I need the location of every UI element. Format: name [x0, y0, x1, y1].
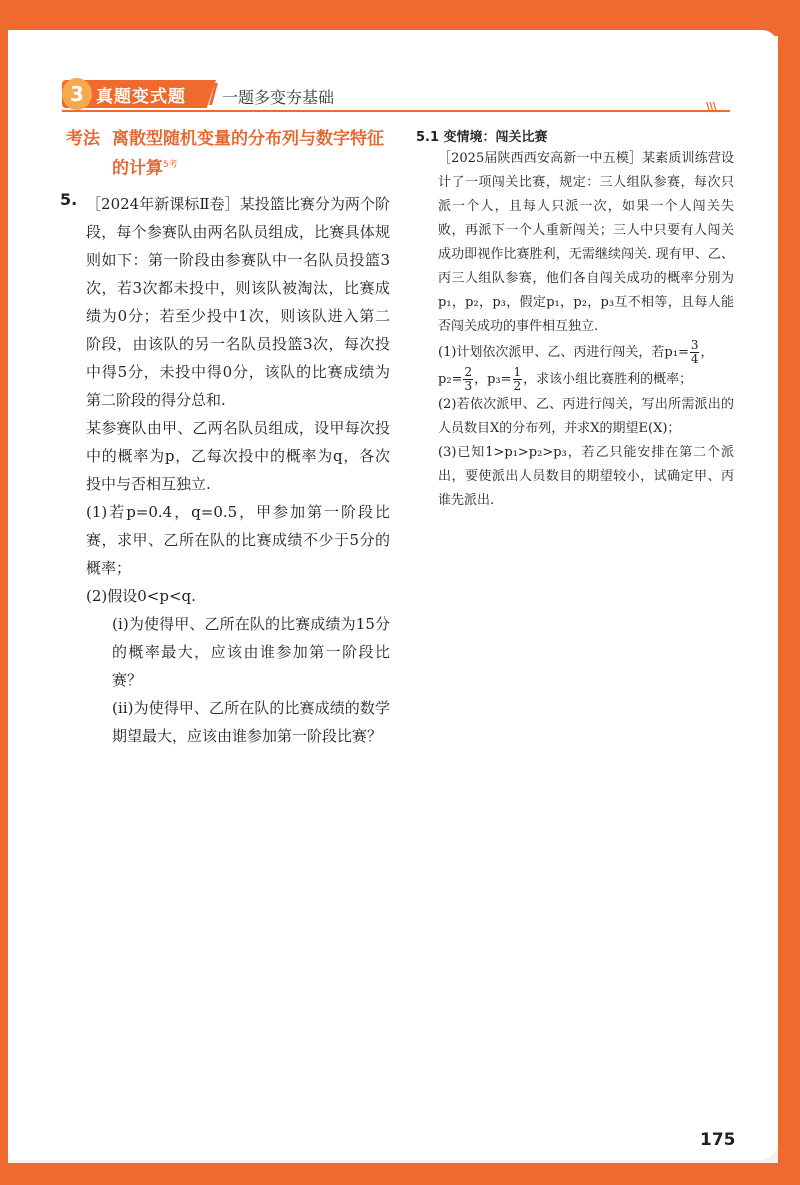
- banner-underline: [62, 110, 730, 112]
- problem-part-2-ii: (ⅱ)为使得甲、乙所在队的比赛成绩的数学期望最大，应该由谁参加第一阶段比赛？: [112, 698, 390, 745]
- left-column: [60, 126, 390, 750]
- fraction-numerator: 2: [464, 365, 473, 379]
- fraction-numerator: 3: [690, 338, 699, 352]
- problem-part-2-i: (ⅰ)为使得甲、乙所在队的比赛成绩为15分的概率最大，应该由谁参加第一阶段比赛？: [112, 614, 390, 689]
- section-badge: 3: [62, 78, 92, 110]
- topic-label: 考法: [66, 129, 100, 149]
- section-subtitle: 一题多变夯基础: [222, 88, 335, 107]
- problem-part-2: (2)假设0<p<q.: [86, 586, 196, 605]
- fraction-numerator: 1: [513, 365, 522, 379]
- variant-part-1-b: ，: [700, 345, 714, 360]
- variant-part-1-c: p₂=: [438, 372, 463, 387]
- page-frame-bottom: [0, 1163, 800, 1185]
- topic-heading: [60, 126, 390, 182]
- topic-text: [112, 126, 390, 182]
- variant-part-1-a: (1)计划依次派甲、乙、丙进行闯关，若p₁=: [438, 345, 689, 360]
- section-title: 真题变式题: [96, 87, 186, 107]
- fraction-2-3: [463, 366, 473, 393]
- fraction-denominator: 2: [513, 379, 522, 393]
- variant-title: 5.1 变情境：闯关比赛: [416, 130, 548, 145]
- problem-5: [60, 190, 390, 750]
- page-frame-right: [778, 0, 800, 1185]
- page-frame-left: [0, 0, 8, 1185]
- fraction-1-2: [513, 366, 523, 393]
- problem-setup: 某参赛队由甲、乙两名队员组成，设甲每次投中的概率为p，乙每次投中的概率为q，各次投中与否相互独立.: [86, 418, 390, 493]
- topic-count: 5考: [163, 160, 178, 170]
- problem-stem: ［2024年新课标Ⅱ卷］某投篮比赛分为两个阶段，每个参赛队由两名队员组成，比赛具体规则如下：第一阶段由参赛队中一名队员投篮3次，若3次都未投中，则该队被淘汰，比赛成绩为0分；若至少投中1次，则该队进入第二阶段，由该队的另一名队员投篮3次，每次投中得5分，未投中得0分，该队的比赛成绩为第二阶段的得分总和.: [86, 194, 390, 409]
- decor-ticks-icon: \\\: [706, 100, 717, 114]
- right-column: [412, 126, 734, 513]
- problem-part-1: (1)若p=0.4，q=0.5，甲参加第一阶段比赛，求甲、乙所在队的比赛成绩不少于5分的概率；: [86, 502, 390, 577]
- topic-title: 离散型随机变量的分布列与数字特征的计算: [112, 129, 384, 179]
- variant-part-1-d: ，p₃=: [474, 372, 512, 387]
- page-number: 175: [700, 1130, 736, 1150]
- variant-intro: ［2025届陕西西安高新一中五模］某素质训练营设计了一项闯关比赛，规定：三人组队参赛，每次只派一个人，且每人只派一次，如果一个人闯关失败，再派下一个人重新闯关；三人中只要有人闯关成功即视作比赛胜利，无需继续闯关. 现有甲、乙、丙三人组队参赛，他们各自闯关成功的概率分别为p₁，p₂，p₃，假定p₁，p₂，p₃互不相等，且每人能否闯关成功的事件相互独立.: [438, 151, 734, 334]
- problem-number: 5.: [60, 189, 78, 209]
- fraction-3-4: [690, 339, 700, 366]
- variant-part-1: [412, 339, 734, 393]
- fraction-denominator: 3: [464, 379, 473, 393]
- fraction-denominator: 4: [690, 352, 699, 366]
- variant-part-2: (2)若依次派甲、乙、丙进行闯关，写出所需派出的人员数目X的分布列，并求X的期望E(X)；: [438, 397, 734, 436]
- variant-part-3: (3)已知1>p₁>p₂>p₃，若乙只能安排在第二个派出，要使派出人员数目的期望较小，试确定甲、丙谁先派出.: [438, 445, 734, 508]
- variant-part-1-e: ，求该小组比赛胜利的概率；: [523, 372, 693, 387]
